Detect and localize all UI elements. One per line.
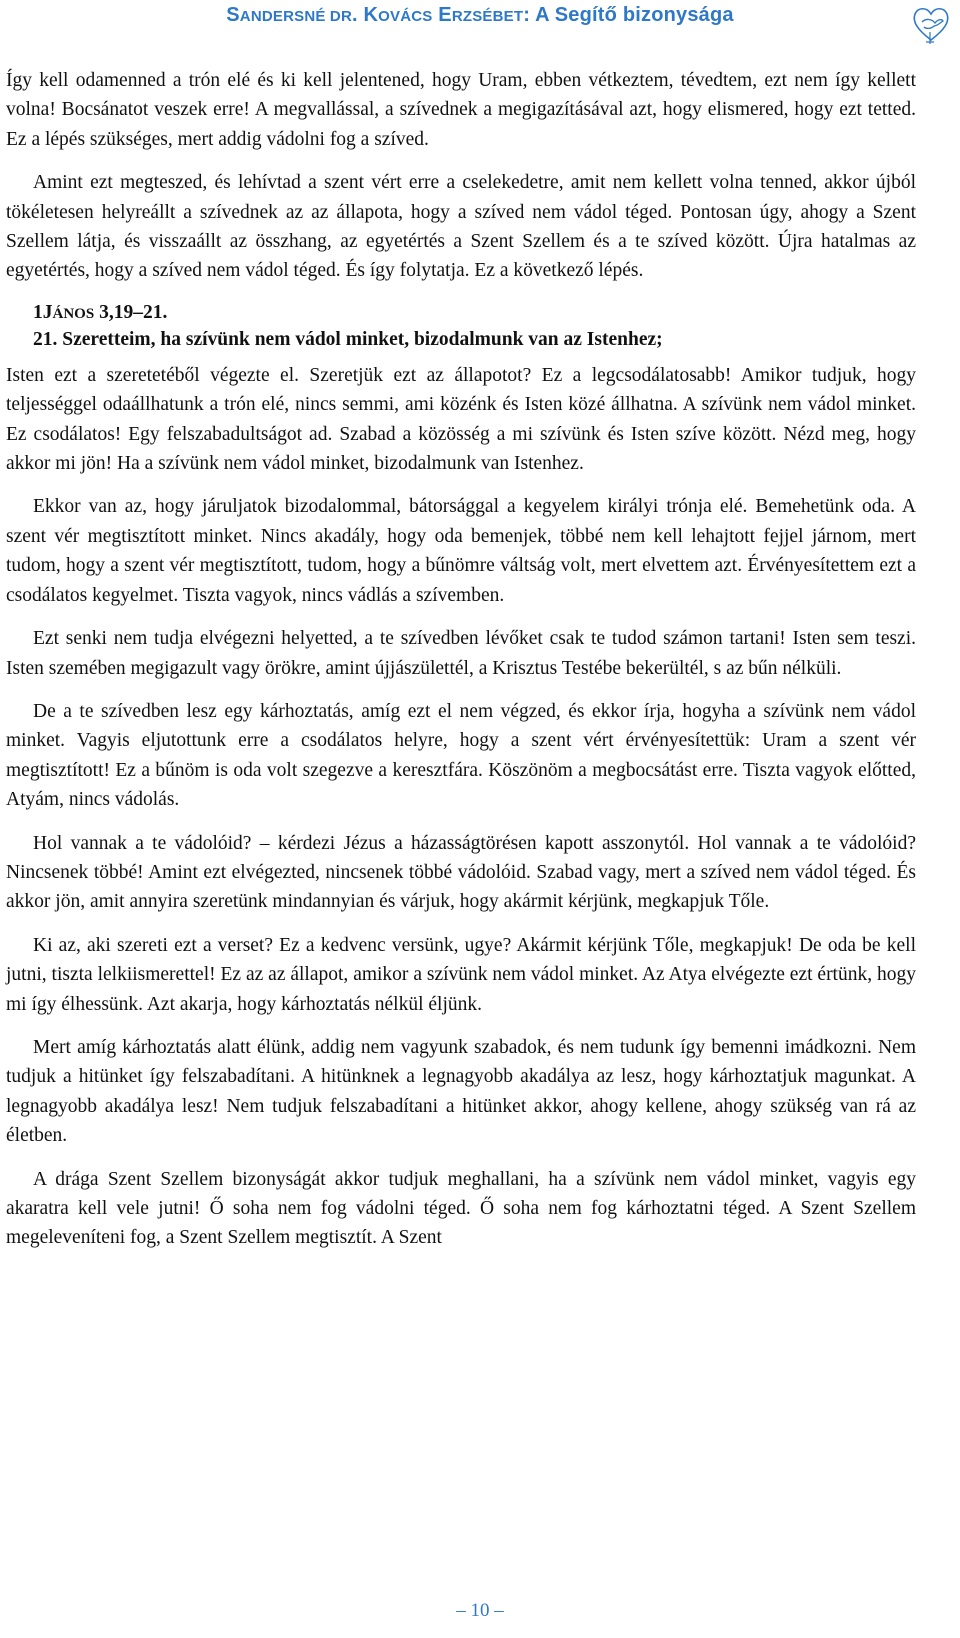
paragraph bbox=[6, 931, 916, 1019]
text-run: magunkat. A legnagyobb akadálya lesz! Nem tudjuk felszabadítani a hitünket akkor, ahogy kellene, ahogy szükség van rá az életben. bbox=[6, 1066, 916, 1147]
italic-text: felszabadítani bbox=[181, 1066, 291, 1088]
text-run: ezt értünk, hogy mi így élhessünk. Azt akarja, hogy kárhoztatás nélkül éljünk. bbox=[6, 964, 916, 1015]
paragraph bbox=[6, 1165, 916, 1253]
header-title-part: . K bbox=[352, 4, 379, 26]
text-run: 1J bbox=[33, 301, 53, 323]
text-run: van Istenhez. bbox=[476, 453, 584, 475]
text-run: minket. Nincs akadály, hogy oda bemenjek, többé nem kell lehajtott fejjel járnom, mert tudom, hogy a szent vér megtisztított, tudom, hogy a bűnömre váltság volt, mert elvettem azt. Érvényesítettem ezt a csodálatos kegyelmet. Tiszta vagyok, nincs vádlás a szívemben. bbox=[6, 525, 916, 606]
running-header bbox=[0, 0, 960, 40]
text-run: minket. Ez csodálatos! Egy bbox=[6, 394, 916, 445]
italic-text: tiszta lelkiismerettel bbox=[51, 964, 210, 986]
text-run: a szívednek az az állapota, hogy a szíved nem vádol téged. Pontosan úgy, ahogy a Szent Szellem látja, és visszaállt az összhang, az egyetértés a Szent Szellem és a te szíved között. Újra hatalmas az bbox=[6, 201, 917, 253]
italic-text: akadálya bbox=[520, 1066, 590, 1088]
text-run: Mert amíg kárhoztatás alatt élünk, addig nem vagyunk szabadok, és nem tudunk így bemenni imádkozni. Nem tudjuk a hitünket így bbox=[6, 1036, 916, 1088]
text-run: Bemehetünk oda. A szent vér bbox=[6, 496, 917, 547]
italic-text: egyetértés bbox=[6, 260, 86, 282]
text-run: Isten ezt a szeretetéből végezte el. Szeretjük ezt az állapotot? Ez a legcsodálatosabb! Amikor tudjuk, hogy teljességgel bbox=[6, 364, 916, 416]
header-title-part: E bbox=[432, 4, 452, 26]
header-title-part: ANDERSNÉ DR bbox=[239, 8, 352, 25]
text-run: minket, vagyis egy akaratra kell vele jutni! Ő soha nem fog vádolni téged. Ő soha nem fog kárhoztatni téged. A Szent Szellem bbox=[6, 1168, 917, 1219]
italic-text: helyreállt bbox=[101, 201, 176, 223]
text-run: az lesz, hogy bbox=[589, 1066, 710, 1088]
text-run: a keresztfára. Köszönöm a bbox=[373, 759, 593, 781]
italic-text: csak te tudod bbox=[549, 628, 657, 650]
text-run: a trón elé, nincs semmi, ami közénk és Isten közé állhatna. A bbox=[203, 394, 702, 416]
text-run: téged. És akkor jön, amit annyira szeretünk mindannyian és várjuk, hogy bbox=[6, 861, 917, 913]
text-run: ad. Szabad a közösség a mi szívünk és Isten szíve között. Nézd meg, hogy akkor mi jön! Ha a szívünk nem vádol minket, bbox=[6, 423, 917, 475]
text-run: erre a cselekedetre, amit nem kellett volna tenned, akkor újból tökéletesen bbox=[6, 172, 917, 223]
header-title-part: OVÁCS bbox=[378, 8, 433, 25]
header-title bbox=[0, 4, 960, 27]
text-run: vagy, mert a bbox=[592, 861, 701, 883]
text-run: Így kell odamenned a trón elé és ki kell jelentened, hogy Uram, ebben vétkeztem, tévedtem, ezt nem így kellett volna! Bocsánatot veszek erre! A megvallással, a szívednek a bbox=[6, 70, 916, 121]
italic-text: Szabad bbox=[536, 861, 593, 883]
italic-text: megbocsátást bbox=[592, 759, 698, 781]
header-title-part: S bbox=[226, 4, 240, 26]
italic-text: meghallani bbox=[447, 1168, 535, 1190]
italic-text: megigazításával bbox=[497, 99, 624, 121]
italic-text: megeleveníteni bbox=[6, 1227, 126, 1249]
text-run: ! Ez az az állapot, amikor a szívünk nem vádol minket. Az Atya bbox=[209, 964, 712, 986]
italic-text: szegezve bbox=[302, 759, 374, 781]
text-run: Ki az, aki szereti ezt a verset? Ez a kedvenc versünk, ugye? Akármit kérjünk Tőle, megkapjuk! De oda be kell jutni, bbox=[6, 934, 916, 986]
text-run: 3,19–21. bbox=[94, 301, 168, 323]
paragraph bbox=[6, 66, 916, 154]
text-run: azt, hogy elismered, hogy ezt tetted. Ez a lépés szükséges, mert addig vádolni fog a szíved. bbox=[6, 99, 916, 150]
italic-text: hogyha a szívünk nem vádol minket bbox=[6, 700, 917, 752]
italic-text: odaállhatunk bbox=[102, 394, 204, 416]
paragraph bbox=[6, 361, 916, 479]
italic-text: elvégezte bbox=[711, 964, 785, 986]
scripture-reference bbox=[33, 300, 916, 327]
paragraph bbox=[6, 1033, 916, 1151]
text-run: Ezt senki nem tudja elvégezni helyetted, a te szívedben lévőket bbox=[33, 628, 550, 650]
italic-text: akármit kérjünk, megkapjuk bbox=[503, 891, 725, 913]
header-title-part: : A Segítő bizonysága bbox=[523, 4, 734, 26]
text-run: ÁNOS bbox=[52, 305, 95, 322]
text-run: , hogy a szíved nem vádol téged. És így folytatja. Ez a következő lépés. bbox=[85, 260, 644, 282]
italic-text: helyre bbox=[394, 730, 443, 752]
italic-text: szívünk nem vádol bbox=[701, 394, 852, 416]
italic-text: megtisztít bbox=[295, 1227, 373, 1249]
text-run: Amint ezt megteszed, és bbox=[33, 172, 239, 194]
italic-text: megtisztított bbox=[87, 525, 186, 547]
paragraph bbox=[6, 624, 916, 683]
text-run: Hol vannak a te vádolóid? – kérdezi Jézus a házasságtörésen kapott asszonytól. Hol vannak a te vádolóid? Nincsenek többé! Amint ezt elvégezted, nincsenek többé vádolóid. bbox=[6, 832, 916, 883]
document-body bbox=[6, 66, 916, 1267]
italic-text: lehívtad a szent vért bbox=[238, 172, 402, 194]
page-number: – 10 – bbox=[456, 1600, 504, 1621]
heart-dove-icon bbox=[910, 2, 952, 46]
text-run: számon tartani! Isten sem teszi. Isten szemében megigazult vagy örökre, amint újjászülettél, a Krisztus Testébe bekerültél, s az bűn nélküli. bbox=[6, 628, 917, 679]
text-run: De a te szívedben lesz egy kárhoztatás, amíg ezt el nem végzed, és ekkor írja, bbox=[33, 700, 683, 722]
text-run: Ekkor van az, hogy bbox=[33, 496, 202, 518]
text-run: fog, a Szent Szellem bbox=[125, 1227, 296, 1249]
text-run: . Vagyis eljutottunk erre a csodálatos bbox=[60, 730, 395, 752]
italic-text: járuljatok bizodalommal, bátorsággal a kegyelem királyi trónja elé. bbox=[201, 496, 748, 518]
italic-text: felszabadultságot bbox=[166, 423, 303, 445]
italic-text: bizodalmunk bbox=[374, 453, 477, 475]
header-title-part: RZSÉBET bbox=[451, 8, 524, 25]
paragraph bbox=[6, 697, 916, 815]
italic-text: érvényesítettük bbox=[625, 730, 745, 752]
text-run: erre. Tiszta vagyok előtted, Atyám, nincs vádolás. bbox=[6, 759, 916, 811]
text-run: , ha a bbox=[534, 1168, 595, 1190]
text-run: . A hitünknek a legnagyobb bbox=[290, 1066, 521, 1088]
paragraph bbox=[6, 829, 916, 917]
text-run: Tőle. bbox=[724, 891, 770, 913]
italic-text: szíved nem vádol bbox=[700, 861, 839, 883]
italic-text: szívünk nem vádol bbox=[594, 1168, 751, 1190]
paragraph bbox=[6, 492, 916, 610]
paragraph bbox=[6, 168, 916, 286]
italic-text: kárhoztatjuk bbox=[709, 1066, 807, 1088]
text-run: . A Szent bbox=[372, 1227, 442, 1249]
scripture-verse: 21. Szeretteim, ha szívünk nem vádol minket, bizodalmunk van az Istenhez; bbox=[33, 328, 663, 350]
text-run: , hogy a szent vért bbox=[442, 730, 626, 752]
text-run: : Uram a szent vér megtisztított! Ez a bűnöm is oda volt bbox=[6, 730, 917, 781]
text-run: A drága Szent Szellem bizonyságát akkor tudjuk bbox=[33, 1168, 448, 1190]
